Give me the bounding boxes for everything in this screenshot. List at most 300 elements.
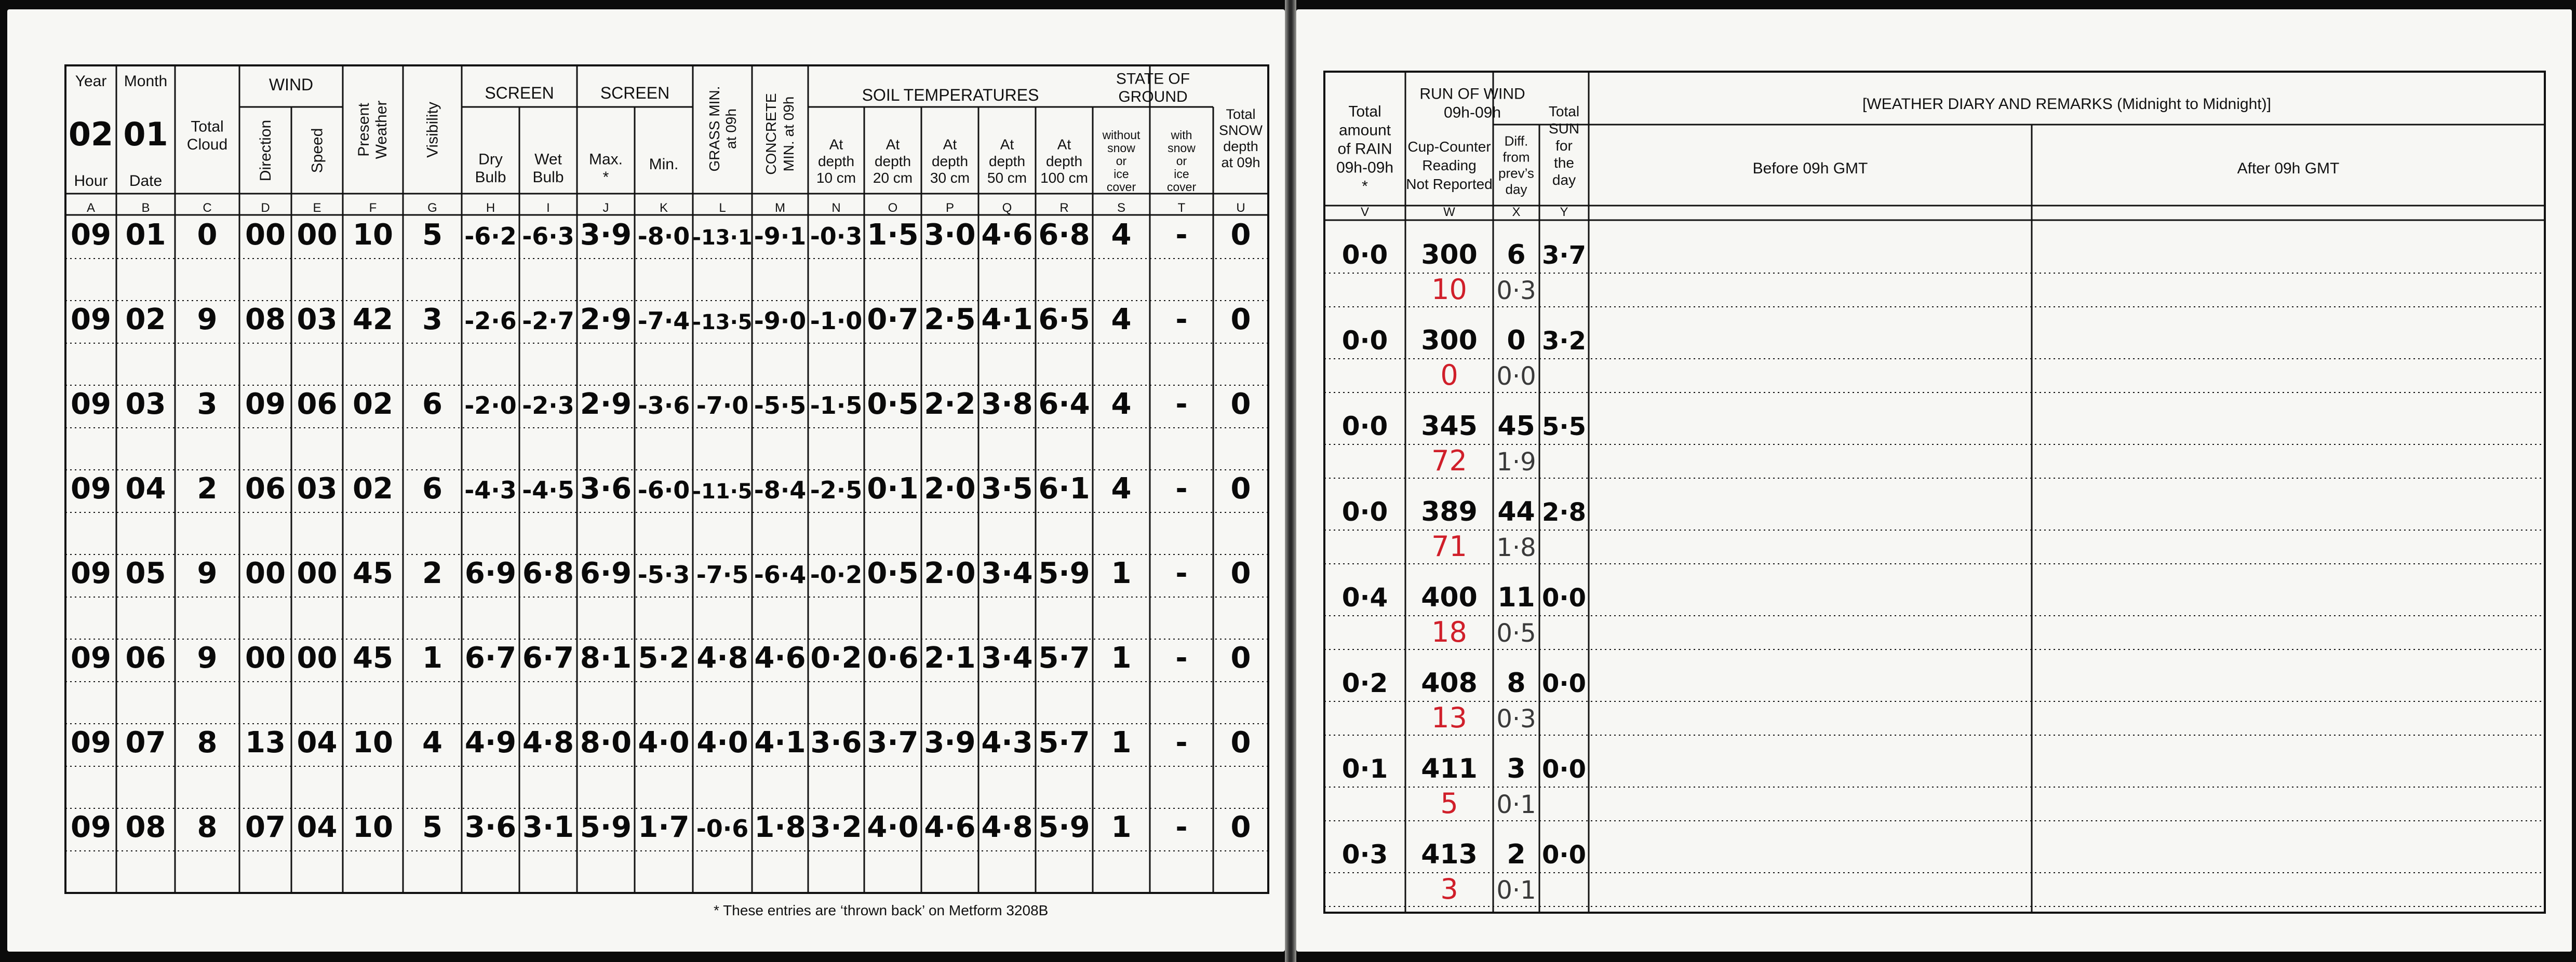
cup-counter-red-note: 5 xyxy=(1440,787,1458,820)
column-letter: M xyxy=(775,201,785,215)
reading-o: 0·5 xyxy=(867,387,919,421)
reading-k: -8·0 xyxy=(637,222,690,250)
reading-s: 4 xyxy=(1111,218,1132,252)
reading-r: 5·7 xyxy=(1038,641,1090,675)
reading-k: -5·3 xyxy=(637,561,690,589)
reading-j: 2·9 xyxy=(580,387,632,421)
reading-s: 1 xyxy=(1111,726,1132,760)
header-total-sun: day xyxy=(1552,171,1576,188)
column-letter: R xyxy=(1059,201,1069,215)
header-without-snow: cover xyxy=(1106,180,1136,194)
reading-l: -13·1 xyxy=(692,226,753,250)
reading-s: 4 xyxy=(1111,472,1132,506)
column-letter: P xyxy=(945,201,955,215)
reading-b: 02 xyxy=(125,303,166,336)
header-visibility: Visibility xyxy=(424,102,441,158)
left-page-daily-register xyxy=(7,9,1285,952)
header-grass-min: GRASS MIN. xyxy=(706,86,722,172)
diff-pale-note: 0·3 xyxy=(1496,276,1536,305)
cup-counter-red-note: 10 xyxy=(1431,273,1467,306)
column-letter: H xyxy=(486,201,495,215)
header-dry-bulb: Bulb xyxy=(475,168,506,186)
column-letter: X xyxy=(1512,205,1521,219)
reading-c: 3 xyxy=(197,387,218,421)
reading-e: 00 xyxy=(297,218,338,252)
header-soil-temperatures: SOIL TEMPERATURES xyxy=(862,86,1039,104)
header-soil-depth: At xyxy=(1057,136,1071,153)
header-soil-depth: At xyxy=(829,136,843,153)
reading-p: 3·0 xyxy=(924,218,976,252)
reading-n: -1·5 xyxy=(810,391,863,419)
column-letter: O xyxy=(888,201,898,215)
reading-f: 10 xyxy=(353,810,393,844)
reading-k: 1·7 xyxy=(638,810,690,844)
header-total-snow: SNOW xyxy=(1219,122,1263,138)
reading-c: 8 xyxy=(197,726,218,760)
reading-n: 3·2 xyxy=(810,810,862,844)
reading-u: 0 xyxy=(1230,557,1251,590)
reading-s: 4 xyxy=(1111,387,1132,421)
reading-b: 01 xyxy=(125,218,166,252)
year-value: 02 xyxy=(68,115,114,153)
reading-n: -1·0 xyxy=(810,307,863,335)
reading-i: 4·8 xyxy=(522,726,574,760)
column-letter: T xyxy=(1177,201,1186,215)
reading-e: 04 xyxy=(297,810,338,844)
header-after-09h: After 09h GMT xyxy=(2237,160,2340,177)
total-sun: 0·0 xyxy=(1541,755,1587,784)
reading-d: 13 xyxy=(245,726,286,760)
header-date: Date xyxy=(129,172,163,189)
header-with-snow: snow xyxy=(1168,141,1196,155)
diff-pale-note: 1·8 xyxy=(1496,533,1536,562)
reading-r: 5·9 xyxy=(1038,557,1090,590)
header-screen: SCREEN xyxy=(485,84,554,102)
reading-b: 08 xyxy=(125,810,166,844)
reading-d: 08 xyxy=(245,303,286,336)
header-total-rain: of RAIN xyxy=(1337,140,1392,158)
reading-d: 07 xyxy=(245,810,286,844)
reading-k: -6·0 xyxy=(637,476,690,504)
reading-r: 5·9 xyxy=(1038,810,1090,844)
reading-e: 03 xyxy=(297,303,338,336)
header-total-snow: depth xyxy=(1223,138,1258,154)
reading-t: - xyxy=(1175,726,1188,760)
reading-d: 00 xyxy=(245,218,286,252)
header-soil-depth: depth xyxy=(874,153,911,169)
header-without-snow: or xyxy=(1116,154,1127,168)
header-with-snow: with xyxy=(1171,128,1192,142)
reading-t: - xyxy=(1175,387,1188,421)
reading-f: 10 xyxy=(353,726,393,760)
cup-counter-red-note: 3 xyxy=(1440,873,1458,905)
header-concrete-min: CONCRETE xyxy=(763,93,779,175)
month-value: 01 xyxy=(123,115,168,153)
reading-b: 04 xyxy=(125,472,166,506)
header-total-rain: * xyxy=(1362,178,1368,195)
reading-s: 1 xyxy=(1111,557,1132,590)
header-direction: Direction xyxy=(257,119,274,182)
reading-c: 9 xyxy=(197,641,218,675)
cup-counter-red-note: 72 xyxy=(1431,444,1467,477)
reading-a: 09 xyxy=(71,387,111,421)
diff-from-previous-day: 2 xyxy=(1507,839,1526,870)
reading-a: 09 xyxy=(71,218,111,252)
header-wet-bulb: Bulb xyxy=(532,168,564,186)
header-soil-depth: depth xyxy=(1045,153,1083,169)
reading-t: - xyxy=(1175,472,1188,506)
reading-t: - xyxy=(1175,557,1188,590)
column-letter: K xyxy=(659,201,668,215)
diff-pale-note: 0·1 xyxy=(1496,876,1536,905)
reading-k: -3·6 xyxy=(637,391,690,419)
reading-g: 3 xyxy=(422,303,442,336)
header-state-of-ground: GROUND xyxy=(1118,88,1188,105)
reading-g: 2 xyxy=(422,557,442,590)
header-cup-counter: Reading xyxy=(1422,157,1477,173)
reading-c: 2 xyxy=(197,472,218,506)
reading-g: 5 xyxy=(422,810,442,844)
reading-m: -9·0 xyxy=(754,307,807,335)
reading-e: 06 xyxy=(297,387,338,421)
footnote: * These entries are ‘thrown back’ on Metform 3208B xyxy=(714,902,1049,918)
reading-p: 2·2 xyxy=(924,387,976,421)
header-total-snow: at 09h xyxy=(1221,154,1260,170)
rain-amount: 0·0 xyxy=(1341,497,1388,527)
reading-m: -5·5 xyxy=(754,391,807,419)
reading-t: - xyxy=(1175,303,1188,336)
reading-r: 6·8 xyxy=(1038,218,1090,252)
reading-a: 09 xyxy=(71,726,111,760)
reading-k: 5·2 xyxy=(638,641,690,675)
header-grass-min: at 09h xyxy=(723,109,739,149)
reading-g: 4 xyxy=(422,726,442,760)
reading-j: 3·6 xyxy=(580,472,632,506)
diff-pale-note: 1·9 xyxy=(1496,448,1536,477)
reading-h: 6·9 xyxy=(464,557,517,590)
reading-l: -7·0 xyxy=(696,391,749,419)
reading-p: 4·6 xyxy=(924,810,976,844)
header-total-sun: the xyxy=(1554,154,1574,171)
reading-p: 2·0 xyxy=(924,472,976,506)
reading-d: 06 xyxy=(245,472,286,506)
header-hour: Hour xyxy=(74,172,108,189)
header-min: Min. xyxy=(649,156,679,173)
header-diff: from xyxy=(1502,149,1530,165)
reading-q: 4·3 xyxy=(981,726,1033,760)
reading-t: - xyxy=(1175,810,1188,844)
reading-f: 10 xyxy=(353,218,393,252)
reading-m: -9·1 xyxy=(754,222,807,250)
cup-counter-reading: 345 xyxy=(1421,411,1478,442)
header-weather-diary: [WEATHER DIARY AND REMARKS (Midnight to Midnight)] xyxy=(1862,96,2271,113)
cup-counter-reading: 400 xyxy=(1421,582,1478,613)
reading-i: -4·5 xyxy=(522,476,574,504)
header-with-snow: cover xyxy=(1166,180,1197,194)
reading-o: 0·7 xyxy=(867,303,919,336)
reading-i: 6·8 xyxy=(522,557,574,590)
reading-n: -2·5 xyxy=(810,476,863,504)
header-soil-depth: depth xyxy=(931,153,969,169)
reading-j: 8·1 xyxy=(580,641,632,675)
diff-from-previous-day: 6 xyxy=(1507,239,1526,270)
reading-t: - xyxy=(1175,218,1188,252)
rain-amount: 0·1 xyxy=(1341,754,1388,784)
header-without-snow: ice xyxy=(1113,167,1129,181)
reading-n: -0·3 xyxy=(810,222,863,250)
reading-l: -0·6 xyxy=(696,815,749,843)
reading-c: 8 xyxy=(197,810,218,844)
header-total-sun: for xyxy=(1555,137,1573,154)
cup-counter-red-note: 18 xyxy=(1431,616,1467,648)
header-without-snow: snow xyxy=(1107,141,1135,155)
reading-l: 4·0 xyxy=(696,726,748,760)
reading-m: 1·8 xyxy=(754,810,806,844)
cup-counter-reading: 300 xyxy=(1421,239,1478,270)
rain-amount: 0·2 xyxy=(1341,668,1388,698)
column-letter: U xyxy=(1236,201,1245,215)
reading-h: 3·6 xyxy=(464,810,517,844)
reading-i: 6·7 xyxy=(522,641,574,675)
reading-n: 0·2 xyxy=(810,641,862,675)
reading-g: 6 xyxy=(422,472,442,506)
reading-a: 09 xyxy=(71,810,111,844)
header-total-rain: amount xyxy=(1338,121,1391,139)
reading-f: 02 xyxy=(353,472,393,506)
header-soil-depth: At xyxy=(886,136,900,153)
header-max: * xyxy=(602,168,609,186)
right-register-table xyxy=(1296,9,2572,952)
reading-o: 0·5 xyxy=(867,557,919,590)
reading-u: 0 xyxy=(1230,726,1251,760)
reading-h: -4·3 xyxy=(464,476,517,504)
cup-counter-reading: 408 xyxy=(1421,668,1478,699)
reading-q: 3·8 xyxy=(981,387,1033,421)
header-soil-depth: At xyxy=(1000,136,1014,153)
reading-l: 4·8 xyxy=(696,641,748,675)
reading-s: 1 xyxy=(1111,641,1132,675)
reading-i: -2·3 xyxy=(522,391,574,419)
reading-g: 6 xyxy=(422,387,442,421)
reading-h: 4·9 xyxy=(464,726,517,760)
header-cup-counter: Cup-Counter xyxy=(1407,138,1491,155)
reading-e: 03 xyxy=(297,472,338,506)
header-diff: prev’s xyxy=(1498,165,1534,181)
reading-r: 6·1 xyxy=(1038,472,1090,506)
total-sun: 2·8 xyxy=(1541,498,1587,527)
reading-u: 0 xyxy=(1230,810,1251,844)
total-sun: 0·0 xyxy=(1541,584,1587,613)
reading-n: -0·2 xyxy=(810,561,863,589)
reading-s: 1 xyxy=(1111,810,1132,844)
reading-b: 06 xyxy=(125,641,166,675)
header-total-cloud: Cloud xyxy=(186,136,228,153)
header-total-rain: 09h-09h xyxy=(1336,159,1394,177)
cup-counter-red-note: 71 xyxy=(1431,530,1467,563)
header-with-snow: ice xyxy=(1174,167,1189,181)
reading-m: 4·1 xyxy=(754,726,806,760)
reading-c: 9 xyxy=(197,557,218,590)
header-state-of-ground: STATE OF xyxy=(1116,70,1190,88)
header-soil-depth: 100 cm xyxy=(1040,170,1088,186)
rain-amount: 0·3 xyxy=(1341,839,1388,870)
header-run-of-wind: RUN OF WIND xyxy=(1419,85,1525,103)
column-letter: F xyxy=(369,201,377,215)
header-concrete-min: MIN. at 09h xyxy=(781,96,797,172)
header-with-snow: or xyxy=(1176,154,1187,168)
reading-j: 3·9 xyxy=(580,218,632,252)
reading-t: - xyxy=(1175,641,1188,675)
reading-q: 4·6 xyxy=(981,218,1033,252)
reading-p: 3·9 xyxy=(924,726,976,760)
diff-from-previous-day: 8 xyxy=(1507,668,1526,699)
header-diff: Diff. xyxy=(1504,133,1528,149)
reading-g: 1 xyxy=(422,641,442,675)
column-letter: Q xyxy=(1002,201,1012,215)
reading-m: 4·6 xyxy=(754,641,806,675)
column-letter: G xyxy=(427,201,437,215)
reading-d: 09 xyxy=(245,387,286,421)
reading-q: 4·8 xyxy=(981,810,1033,844)
reading-e: 04 xyxy=(297,726,338,760)
reading-l: -11·5 xyxy=(692,480,753,504)
reading-u: 0 xyxy=(1230,641,1251,675)
cup-counter-reading: 413 xyxy=(1421,839,1478,870)
reading-k: 4·0 xyxy=(638,726,690,760)
header-month: Month xyxy=(124,73,168,90)
cup-counter-red-note: 13 xyxy=(1431,701,1467,734)
reading-h: -2·6 xyxy=(464,307,517,335)
header-total-sun: SUN xyxy=(1548,120,1580,137)
reading-h: 6·7 xyxy=(464,641,517,675)
column-letter: B xyxy=(141,201,150,215)
reading-l: -7·5 xyxy=(696,561,749,589)
column-letter: A xyxy=(86,201,96,215)
diff-from-previous-day: 3 xyxy=(1507,753,1526,784)
reading-j: 5·9 xyxy=(580,810,632,844)
rain-amount: 0·0 xyxy=(1341,411,1388,441)
column-letter: L xyxy=(719,201,726,215)
reading-b: 03 xyxy=(125,387,166,421)
reading-q: 4·1 xyxy=(981,303,1033,336)
reading-f: 42 xyxy=(353,303,393,336)
reading-b: 07 xyxy=(125,726,166,760)
reading-l: -13·5 xyxy=(692,310,753,334)
book-gutter xyxy=(1285,0,1296,962)
reading-d: 00 xyxy=(245,557,286,590)
header-soil-depth: depth xyxy=(817,153,855,169)
reading-k: -7·4 xyxy=(637,307,690,335)
header-max: Max. xyxy=(588,151,623,168)
column-letter: W xyxy=(1443,205,1455,219)
rain-amount: 0·0 xyxy=(1341,240,1388,270)
header-speed: Speed xyxy=(308,128,326,173)
header-before-09h: Before 09h GMT xyxy=(1752,160,1868,177)
reading-h: -2·0 xyxy=(464,391,517,419)
reading-o: 3·7 xyxy=(867,726,919,760)
reading-h: -6·2 xyxy=(464,222,517,250)
cup-counter-reading: 389 xyxy=(1421,496,1478,527)
reading-p: 2·0 xyxy=(924,557,976,590)
column-letter: D xyxy=(261,201,270,215)
reading-r: 6·5 xyxy=(1038,303,1090,336)
header-wind: WIND xyxy=(269,75,314,94)
reading-i: -6·3 xyxy=(522,222,574,250)
header-year: Year xyxy=(75,73,107,90)
header-total-rain: Total xyxy=(1348,103,1381,120)
reading-o: 0·6 xyxy=(867,641,919,675)
reading-m: -6·4 xyxy=(754,561,807,589)
column-letter: C xyxy=(203,201,212,215)
right-page-wind-sun-diary xyxy=(1296,9,2572,952)
diff-from-previous-day: 45 xyxy=(1497,411,1535,442)
diff-pale-note: 0·1 xyxy=(1496,790,1536,819)
diff-pale-note: 0·3 xyxy=(1496,704,1536,734)
reading-f: 45 xyxy=(353,641,393,675)
diff-from-previous-day: 11 xyxy=(1497,582,1535,613)
reading-n: 3·6 xyxy=(810,726,862,760)
header-total-cloud: Total xyxy=(191,118,224,136)
reading-c: 0 xyxy=(197,218,218,252)
header-total-sun: Total xyxy=(1548,103,1580,119)
reading-q: 3·5 xyxy=(981,472,1033,506)
header-run-of-wind: 09h-09h xyxy=(1443,104,1501,121)
cup-counter-reading: 411 xyxy=(1421,753,1478,784)
header-soil-depth: 50 cm xyxy=(987,170,1027,186)
header-soil-depth: At xyxy=(943,136,957,153)
header-wet-bulb: Wet xyxy=(534,151,562,168)
header-total-snow: Total xyxy=(1226,106,1256,122)
column-letter: E xyxy=(313,201,321,215)
reading-i: 3·1 xyxy=(522,810,574,844)
header-present-weather: Weather xyxy=(373,100,390,159)
reading-m: -8·4 xyxy=(754,476,807,504)
header-present-weather: Present xyxy=(355,103,372,157)
header-screen: SCREEN xyxy=(600,84,670,102)
reading-u: 0 xyxy=(1230,387,1251,421)
reading-j: 6·9 xyxy=(580,557,632,590)
reading-g: 5 xyxy=(422,218,442,252)
reading-j: 2·9 xyxy=(580,303,632,336)
cup-counter-red-note: 0 xyxy=(1440,359,1458,391)
diff-pale-note: 0·0 xyxy=(1496,362,1536,391)
reading-e: 00 xyxy=(297,641,338,675)
reading-a: 09 xyxy=(71,303,111,336)
column-letter: Y xyxy=(1560,205,1568,219)
reading-r: 6·4 xyxy=(1038,387,1090,421)
column-letter: J xyxy=(602,201,609,215)
total-sun: 3·2 xyxy=(1541,327,1587,356)
reading-a: 09 xyxy=(71,472,111,506)
reading-a: 09 xyxy=(71,557,111,590)
rain-amount: 0·4 xyxy=(1341,582,1388,613)
reading-b: 05 xyxy=(125,557,166,590)
header-dry-bulb: Dry xyxy=(478,151,503,168)
reading-q: 3·4 xyxy=(981,641,1033,675)
column-letter: N xyxy=(831,201,841,215)
reading-d: 00 xyxy=(245,641,286,675)
column-letter: I xyxy=(546,201,550,215)
reading-s: 4 xyxy=(1111,303,1132,336)
reading-o: 1·5 xyxy=(867,218,919,252)
header-cup-counter: Not Reported xyxy=(1406,175,1493,192)
header-soil-depth: depth xyxy=(988,153,1026,169)
reading-u: 0 xyxy=(1230,218,1251,252)
reading-u: 0 xyxy=(1230,472,1251,506)
header-diff: day xyxy=(1505,181,1527,197)
reading-e: 00 xyxy=(297,557,338,590)
reading-i: -2·7 xyxy=(522,307,574,335)
